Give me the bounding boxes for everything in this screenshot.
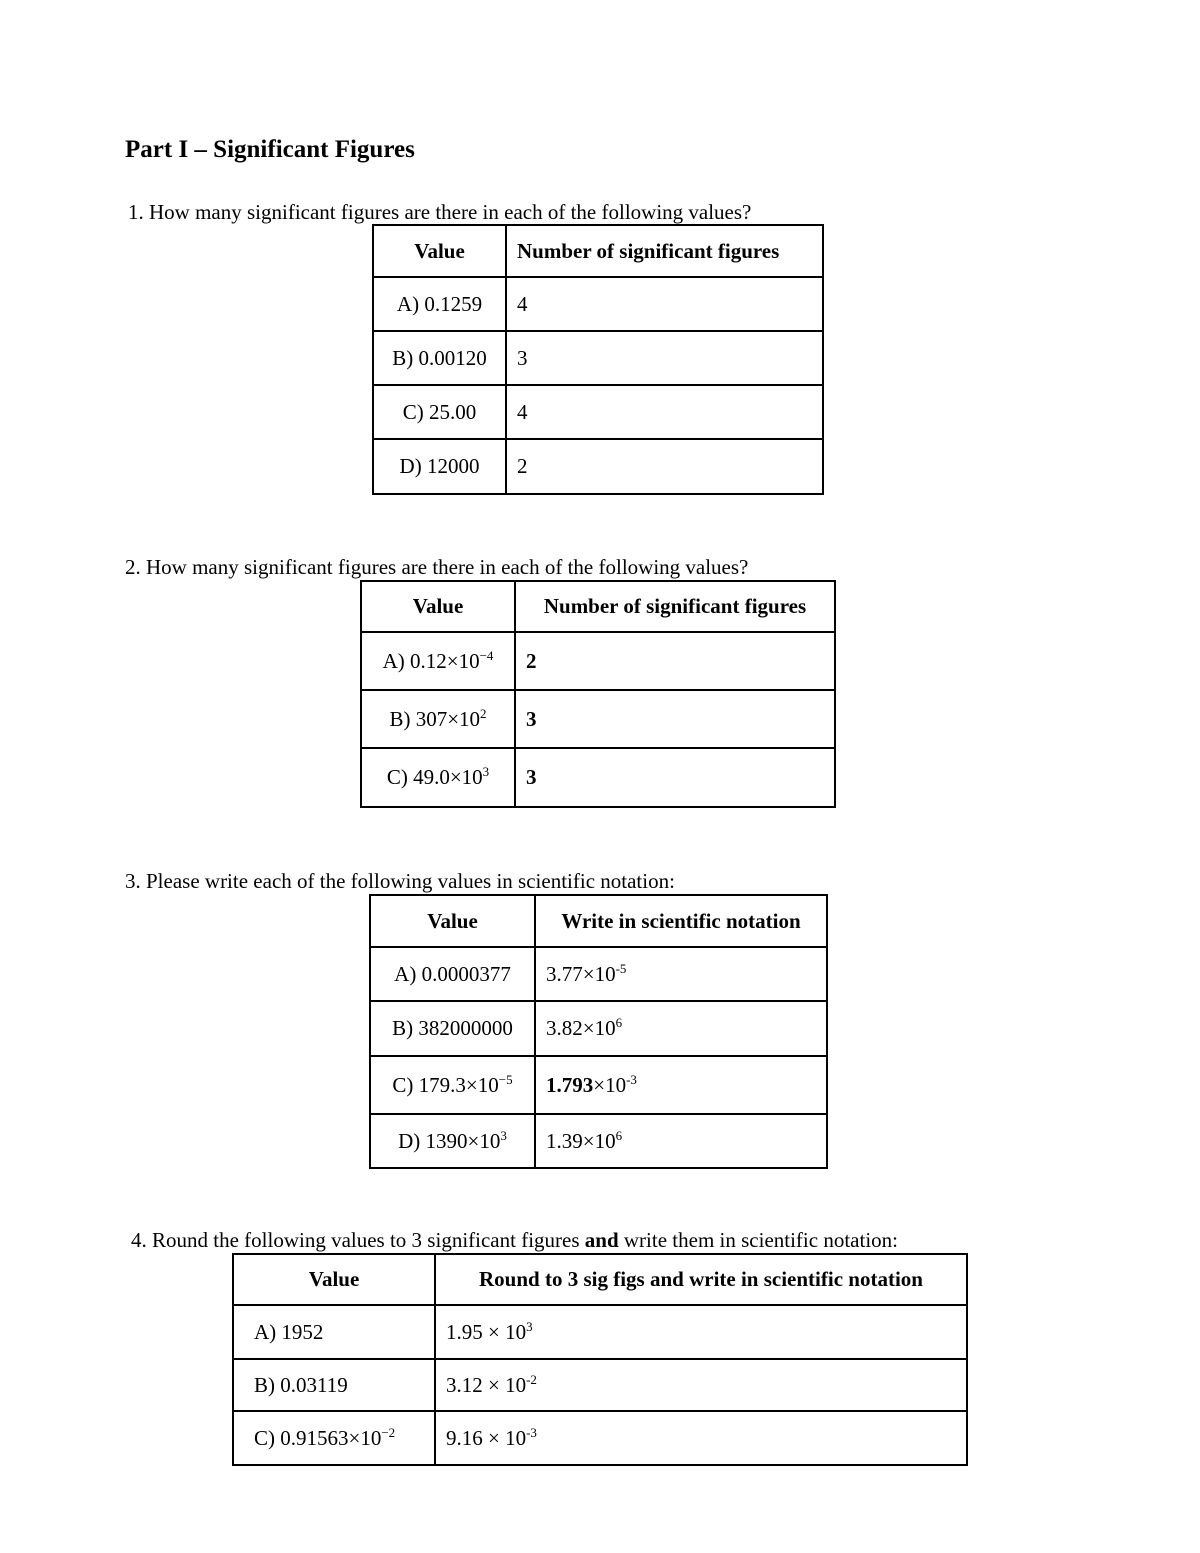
answer-cell: 2 [506,439,823,494]
table-row [233,1305,967,1359]
table-row [361,632,835,690]
answer-cell: 2 [515,632,835,690]
question-1-table [372,224,824,495]
value-cell: B) $307\times 10^2$ [361,690,515,748]
value-cell: A) 0.1259 [373,277,506,331]
answer-cell: $9.16 \times 10^{-3}$ [435,1411,967,1465]
table-row [373,331,823,385]
answer-cell: $1.39\times 10^6$ [535,1114,827,1168]
table-row [373,277,823,331]
question-3-prompt: 3. Please write each of the following values in scientific notation: [125,869,675,893]
value-cell: C) $0.91563\times 10^{-2}$ [233,1411,435,1465]
table-row [370,947,827,1001]
page-title: Part I – Significant Figures [125,136,415,163]
value-cell: C) $49.0\times 10^3$ [361,748,515,807]
question-4-prompt: 4. Round the following values to 3 significant figures and write them in scientific notation: [131,1228,898,1252]
value-cell: D) 12000 [373,439,506,494]
question-3-table [369,894,828,1169]
table-row [233,1359,967,1411]
value-cell: A) $0.12\times 10^{-4}$ [361,632,515,690]
value-cell: B) 0.00120 [373,331,506,385]
value-cell: B) 0.03119 [233,1359,435,1411]
value-cell: C) $179.3\times 10^{-5}$ [370,1056,535,1114]
column-header-value: Value [373,225,506,277]
answer-cell: 4 [506,385,823,439]
column-header-answer: Write in scientific notation [535,895,827,947]
table-row [361,690,835,748]
answer-cell: 3 [515,690,835,748]
question-4-table [232,1253,968,1466]
table-row [373,439,823,494]
value-cell: B) 382000000 [370,1001,535,1056]
column-header-value: Value [233,1254,435,1305]
column-header-value: Value [361,581,515,632]
question-1-prompt: 1. How many significant figures are there in each of the following values? [128,200,752,224]
table-row [370,1114,827,1168]
column-header-answer: Number of significant figures [515,581,835,632]
answer-cell: $1.95 \times 10^3$ [435,1305,967,1359]
question-2-prompt: 2. How many significant figures are there in each of the following values? [125,555,749,579]
table-row [233,1411,967,1465]
answer-cell: 3 [506,331,823,385]
table-row [373,385,823,439]
column-header-answer: Number of significant figures [506,225,823,277]
column-header-value: Value [370,895,535,947]
answer-cell: $3.77\times 10^{-5}$ [535,947,827,1001]
column-header-answer: Round to 3 sig figs and write in scientific notation [435,1254,967,1305]
value-cell: A) 1952 [233,1305,435,1359]
table-row [370,1001,827,1056]
answer-cell: $1.793\times 10^{-3}$ [535,1056,827,1114]
answer-cell: $3.82\times 10^6$ [535,1001,827,1056]
question-2-table [360,580,836,808]
value-cell: A) 0.0000377 [370,947,535,1001]
table-row [370,1056,827,1114]
answer-cell: $3.12 \times 10^{-2}$ [435,1359,967,1411]
value-cell: D) $1390\times 10^3$ [370,1114,535,1168]
answer-cell: 4 [506,277,823,331]
table-row [361,748,835,807]
value-cell: C) 25.00 [373,385,506,439]
answer-cell: 3 [515,748,835,807]
